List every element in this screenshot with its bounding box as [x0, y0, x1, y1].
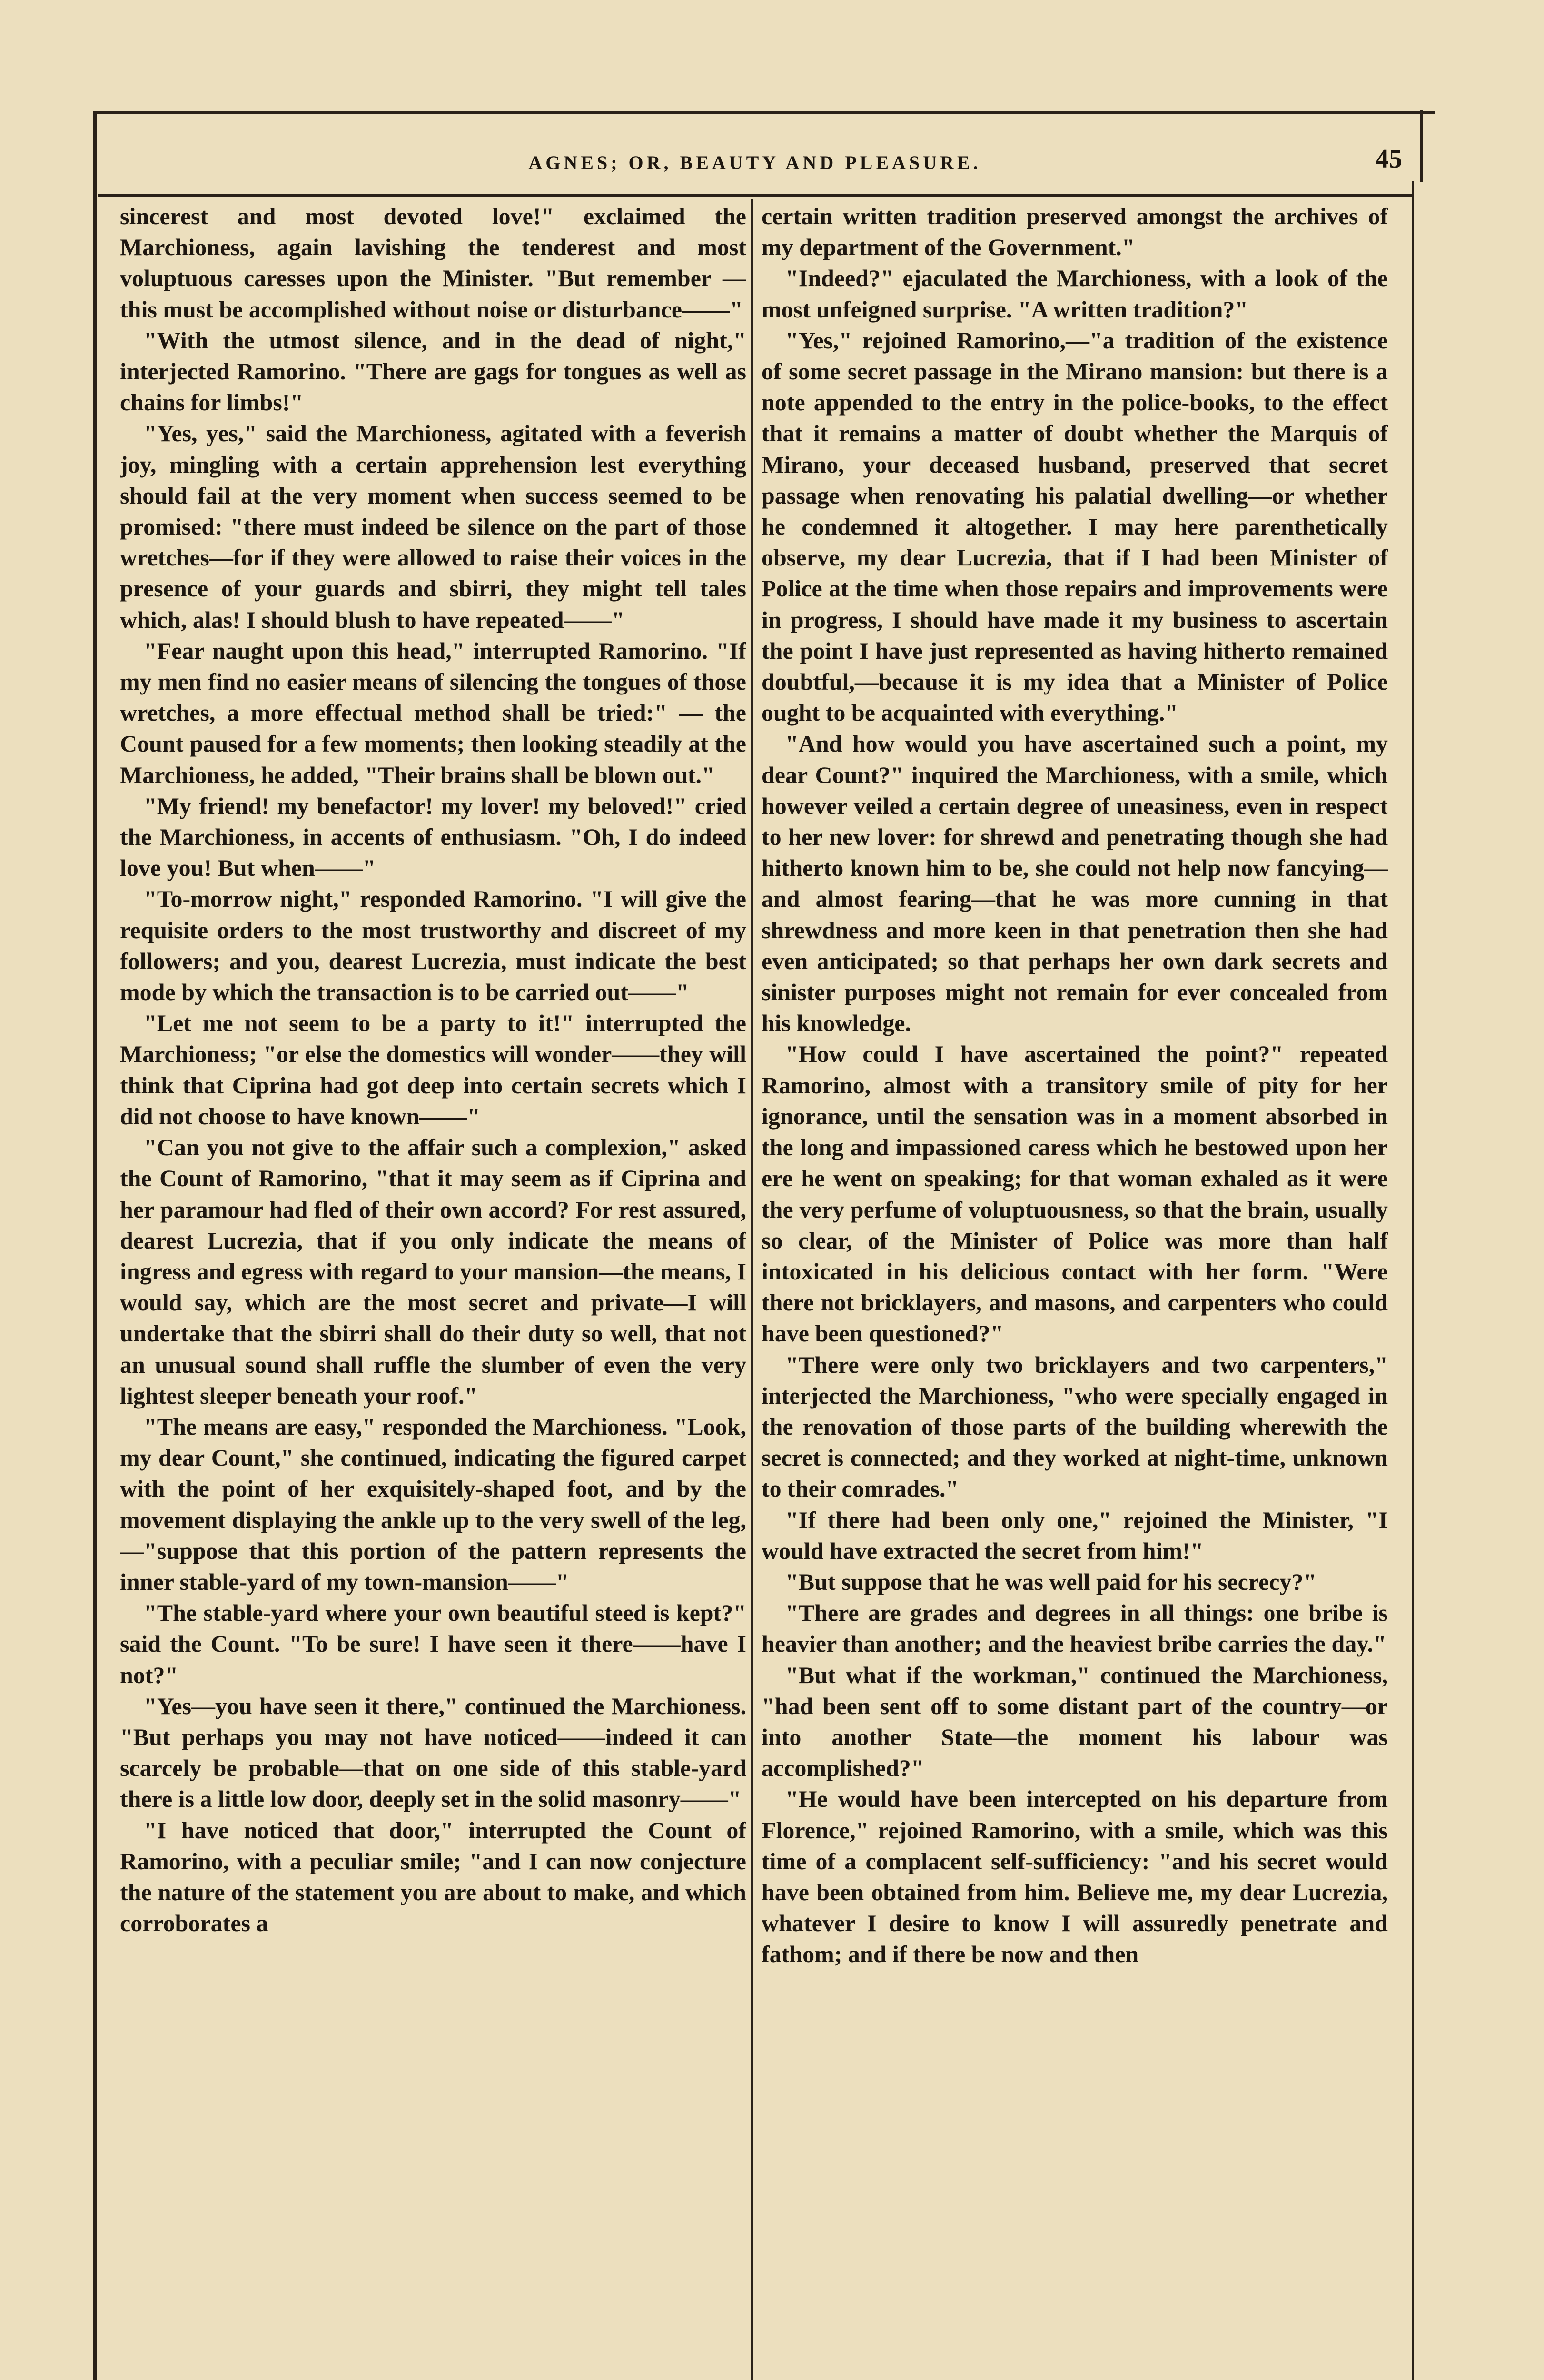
paragraph: "With the utmost silence, and in the dead of night," interjected Ramorino. "There are gags for tongues as well as chains for limbs!": [120, 327, 746, 416]
paragraph: "And how would you have ascertained such a point, my dear Count?" inquired the Marchioness, with a smile, which however veiled a certain degree of uneasiness, even in respect to her new lover: for shrewd and penetrating though she had hitherto known him to be, she could not help now fancying—and almost fearing—that he was more cunning in that shrewdness and more keen in that penetration then she had even anticipated; so that perhaps her own dark secrets and sinister purposes might not remain for ever concealed from his knowledge.: [762, 730, 1388, 1037]
header-rule: [98, 194, 1412, 197]
paragraph: "Yes—you have seen it there," continued the Marchioness. "But perhaps you may not have noticed——indeed it can scarcely be probable—that on one side of this stable-yard there is a little low door, deeply set in the solid masonry——": [120, 1692, 746, 1813]
column-divider: [751, 199, 753, 2380]
page-header: [98, 143, 1412, 190]
paragraph: "The means are easy," responded the Marchioness. "Look, my dear Count," she continued, indicating the figured carpet with the point of her exquisitely-shaped foot, and by the movement displaying the ankle up to the very swell of the leg, —"suppose that this portion of the pattern represents the inner stable-yard of my town-mansion——": [120, 1413, 746, 1595]
paragraph: sincerest and most devoted love!" exclaimed the Marchioness, again lavishing the tenderest and most voluptuous caresses upon the Minister. "But remember — this must be accomplished without noise or disturbance——": [120, 203, 746, 323]
paragraph: "I have noticed that door," interrupted the Count of Ramorino, with a peculiar smile; "and I can now conjecture the nature of the statement you are about to make, and which corroborates a: [120, 1816, 746, 1937]
paragraph: "If there had been only one," rejoined the Minister, "I would have extracted the secret from him!": [762, 1506, 1388, 1564]
paragraph: "Indeed?" ejaculated the Marchioness, with a look of the most unfeigned surprise. "A written tradition?": [762, 265, 1388, 323]
running-head: AGNES; OR, BEAUTY AND PLEASURE.: [528, 152, 981, 173]
paragraph: "There are grades and degrees in all things: one bribe is heavier than another; and the heaviest bribe carries the day.": [762, 1599, 1388, 1657]
paragraph: "To-morrow night," responded Ramorino. "I will give the requisite orders to the most trustworthy and discreet of my followers; and you, dearest Lucrezia, must indicate the best mode by which the transaction is to be carried out——": [120, 885, 746, 1006]
left-column: [120, 201, 746, 2380]
page-number: 45: [1376, 144, 1402, 174]
paragraph: "Fear naught upon this head," interrupted Ramorino. "If my men find no easier means of silencing the tongues of those wretches, a more effectual method shall be tried:" — the Count paused for a few moments; then looking steadily at the Marchioness, he added, "Their brains shall be blown out.": [120, 637, 746, 788]
paragraph: "But suppose that he was well paid for his secrecy?": [785, 1568, 1317, 1595]
paragraph: "How could I have ascertained the point?" repeated Ramorino, almost with a transitory smile of pity for her ignorance, until the sensation was in a moment absorbed in the long and impassioned caress which he bestowed upon her ere he went on speaking; for that woman exhaled as it were the very perfume of voluptuousness, so that the brain, usually so clear, of the Minister of Police was more than half intoxicated in his delicious contact with her form. "Were there not bricklayers, and masons, and carpenters who could have been questioned?": [762, 1041, 1388, 1347]
paragraph: "Yes, yes," said the Marchioness, agitated with a feverish joy, mingling with a certain apprehension lest everything should fail at the very moment when success seemed to be promised: "there must indeed be silence on the part of those wretches—for if they were allowed to raise their voices in the presence of your guards and sbirri, they might tell tales which, alas! I should blush to have repeated——": [120, 420, 746, 633]
paragraph: "But what if the workman," continued the Marchioness, "had been sent off to some distant part of the country—or into another State—the moment his labour was accomplished?": [762, 1661, 1388, 1782]
paragraph: "He would have been intercepted on his departure from Florence," rejoined Ramorino, with a smile, which was this time of a complacent self-sufficiency: "and his secret would have been obtained from him. Believe me, my dear Lucrezia, whatever I desire to know I will assuredly penetrate and fathom; and if there be now and then: [762, 1785, 1388, 1968]
paragraph: "Let me not seem to be a party to it!" interrupted the Marchioness; "or else the domestics will wonder——they will think that Ciprina had got deep into certain secrets which I did not choose to have known——": [120, 1010, 746, 1130]
paragraph: "Can you not give to the affair such a complexion," asked the Count of Ramorino, "that it may seem as if Ciprina and her paramour had fled of their own accord? For rest assured, dearest Lucrezia, that if you only indicate the means of ingress and egress with regard to your mansion—the means, I would say, which are the most secret and private—I will undertake that the sbirri shall do their duty so well, that not an unusual sound shall ruffle the slumber of even the very lightest sleeper beneath your roof.": [120, 1134, 746, 1409]
paragraph: "There were only two bricklayers and two carpenters," interjected the Marchioness, "who were specially engaged in the renovation of those parts of the building wherewith the secret is connected; and they worked at night-time, unknown to their comrades.": [762, 1351, 1388, 1502]
paragraph: certain written tradition preserved amongst the archives of my department of the Government.": [762, 203, 1388, 261]
frame-rule-right-top: [1420, 110, 1423, 182]
paragraph: "My friend! my benefactor! my lover! my beloved!" cried the Marchioness, in accents of enthusiasm. "Oh, I do indeed love you! But when——": [120, 792, 746, 882]
paragraph: "Yes," rejoined Ramorino,—"a tradition of the existence of some secret passage in the Mirano mansion: but there is a note appended to the entry in the police-books, to the effect that it remains a matter of doubt whether the Marquis of Mirano, your deceased husband, preserved that secret passage when renovating his palatial dwelling—or whether he condemned it altogether. I may here parenthetically observe, my dear Lucrezia, that if I had been Minister of Police at the time when those repairs and improvements were in progress, I should have made it my business to ascertain the point I have just represented as having hitherto remained doubtful,—because it is my idea that a Minister of Police ought to be acquainted with everything.": [762, 327, 1388, 726]
frame-rule-right: [1412, 181, 1414, 2380]
right-column: [762, 201, 1388, 2380]
paragraph: "The stable-yard where your own beautiful steed is kept?" said the Count. "To be sure! I have seen it there——have I not?": [120, 1599, 746, 1688]
